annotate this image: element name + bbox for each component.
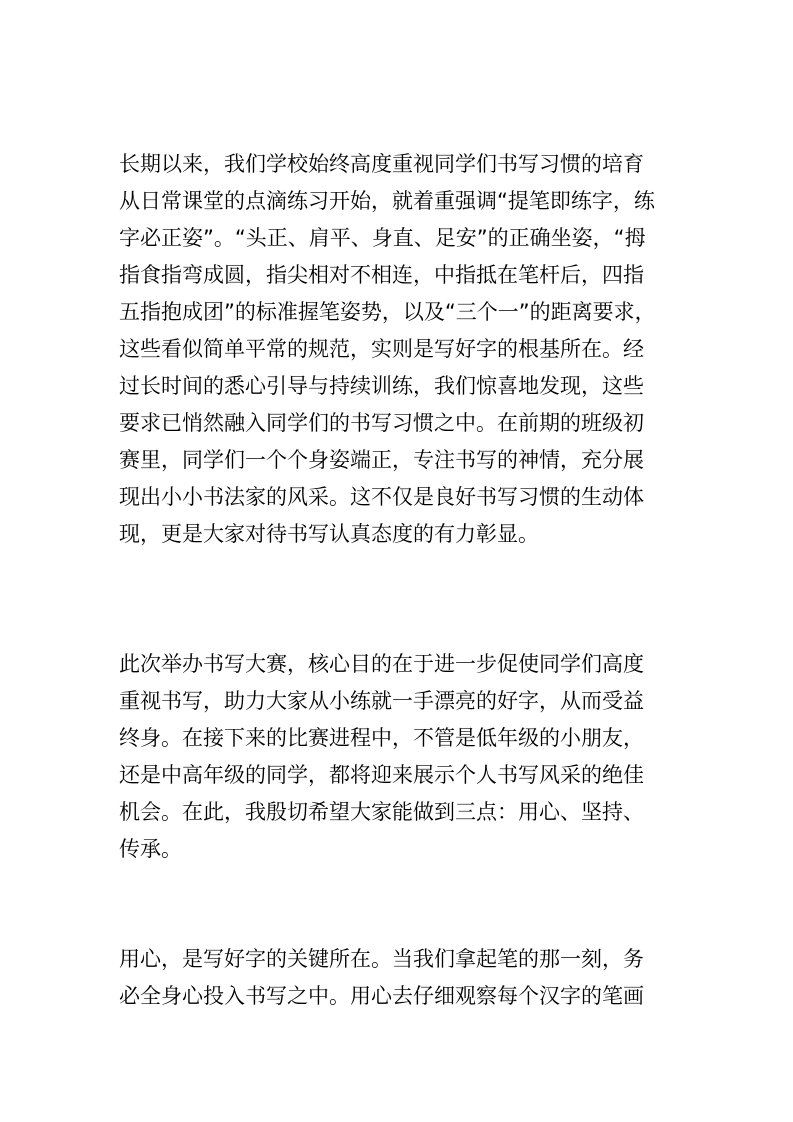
text-line: 长期以来，我们学校始终高度重视同学们书写习惯的培育 xyxy=(119,152,644,176)
text-line: 还是中高年级的同学，都将迎来展示个人书写风采的绝佳 xyxy=(119,763,644,787)
text-line: 终身。在接下来的比赛进程中，不管是低年级的小朋友， xyxy=(119,726,644,750)
text-line: 五指抱成团”的标准握笔姿势，以及“三个一”的距离要求， xyxy=(119,300,656,324)
text-line: 传承。 xyxy=(119,837,182,861)
text-line: 必全身心投入书写之中。用心去仔细观察每个汉字的笔画 xyxy=(119,984,644,1008)
text-line: 机会。在此，我殷切希望大家能做到三点：用心、坚持、 xyxy=(119,800,644,824)
text-line: 要求已悄然融入同学们的书写习惯之中。在前期的班级初 xyxy=(119,411,644,435)
text-line: 过长时间的悉心引导与持续训练，我们惊喜地发现，这些 xyxy=(119,374,644,398)
text-line: 用心，是写好字的关键所在。当我们拿起笔的那一刻，务 xyxy=(119,947,644,971)
text-line: 指食指弯成圆，指尖相对不相连，中指抵在笔杆后，四指 xyxy=(119,263,644,287)
text-line: 现出小小书法家的风采。这不仅是良好书写习惯的生动体 xyxy=(119,485,644,509)
text-line: 从日常课堂的点滴练习开始，就着重强调“提笔即练字，练 xyxy=(119,189,655,213)
text-line: 重视书写，助力大家从小练就一手漂亮的好字，从而受益 xyxy=(119,689,644,713)
paragraph-1 xyxy=(119,146,699,553)
text-line: 字必正姿”。“头正、肩平、身直、足安”的正确坐姿，“拇 xyxy=(119,226,646,250)
text-line: 现，更是大家对待书写认真态度的有力彰显。 xyxy=(119,522,539,546)
paragraph-3 xyxy=(119,941,699,1015)
paragraph-2 xyxy=(119,646,699,868)
text-line: 此次举办书写大赛，核心目的在于进一步促使同学们高度 xyxy=(119,652,644,676)
text-line: 这些看似简单平常的规范，实则是写好字的根基所在。经 xyxy=(119,337,644,361)
text-line: 赛里，同学们一个个身姿端正，专注书写的神情，充分展 xyxy=(119,448,644,472)
